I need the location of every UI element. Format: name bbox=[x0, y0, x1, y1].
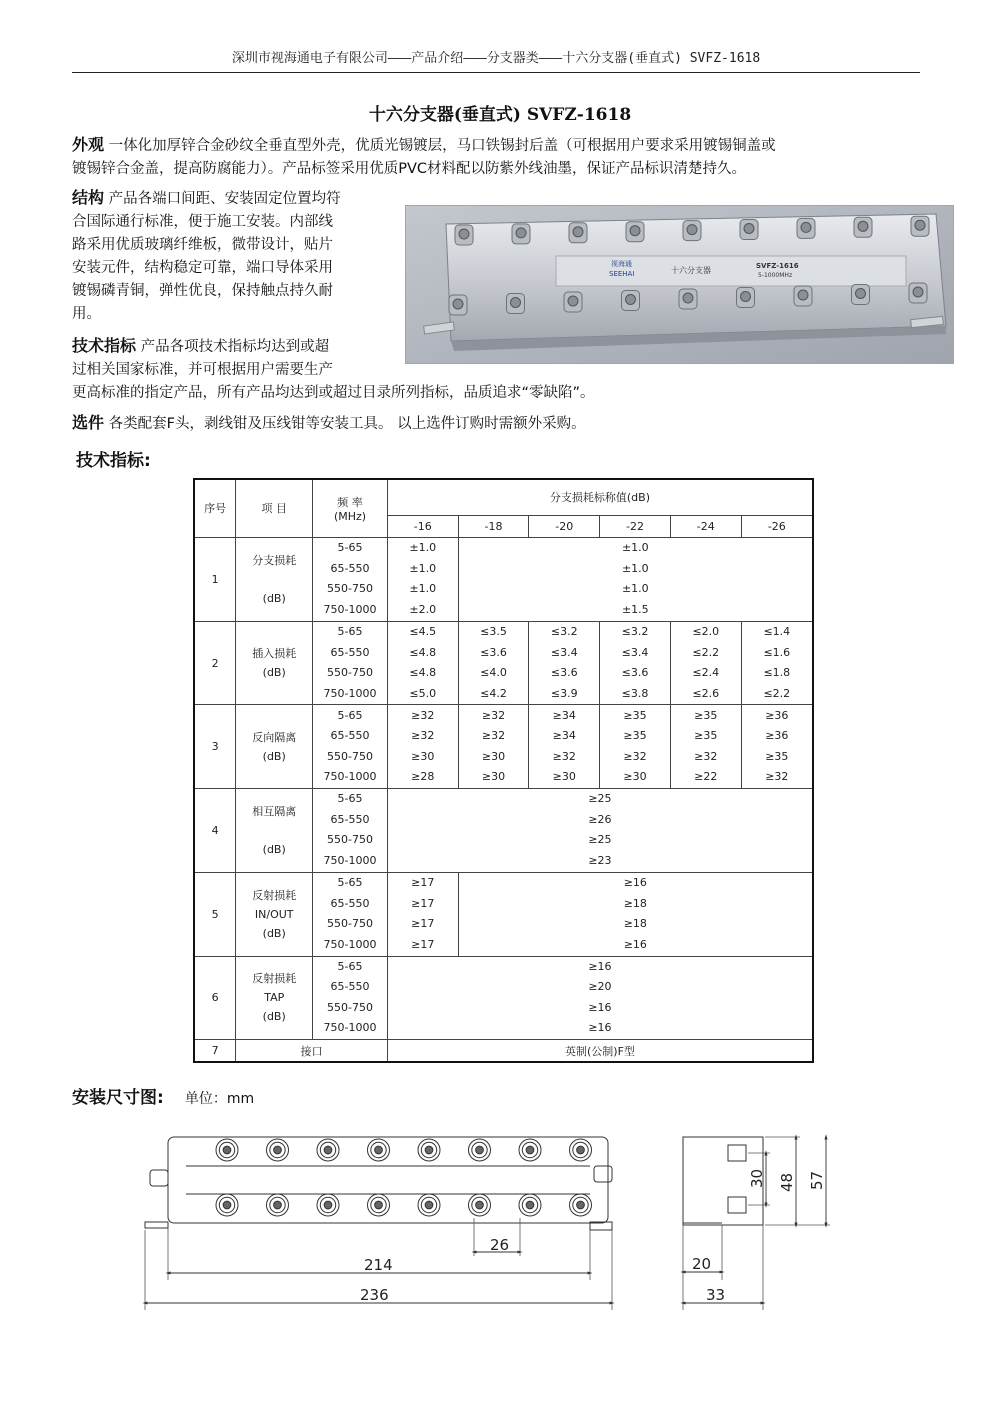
front-port-top bbox=[570, 1139, 592, 1161]
value: ≤4.2 bbox=[480, 686, 507, 700]
value-cell bbox=[458, 621, 529, 705]
freq-value: 65-550 bbox=[330, 645, 370, 659]
front-port-top bbox=[216, 1139, 238, 1161]
value: ≤3.9 bbox=[550, 686, 578, 700]
value-cell bbox=[387, 872, 458, 956]
drawing-title: 安装尺寸图: bbox=[72, 1088, 164, 1108]
value: ≥32 bbox=[481, 729, 506, 743]
value: ≥18 bbox=[623, 896, 647, 910]
structure-text-1: 产品各端口间距、安装固定位置均符 bbox=[108, 191, 341, 207]
value: ≥18 bbox=[623, 917, 647, 931]
freq-value: 65-550 bbox=[330, 561, 370, 575]
value: ≤4.0 bbox=[480, 666, 507, 680]
spec-heading: 技术指标: bbox=[76, 451, 151, 471]
value: ≥17 bbox=[411, 876, 435, 890]
photo-model: SVFZ-1616 bbox=[756, 262, 799, 270]
value: ≥16 bbox=[623, 937, 647, 951]
dim-port-span: 30 bbox=[748, 1168, 766, 1188]
value: ±1.0 bbox=[409, 561, 437, 575]
value: ≤2.4 bbox=[692, 666, 720, 680]
row-number: 7 bbox=[194, 1040, 236, 1062]
value-cell bbox=[387, 621, 458, 705]
value: ≤3.6 bbox=[621, 666, 649, 680]
freq-value: 5-65 bbox=[337, 541, 363, 555]
value: ≥32 bbox=[552, 749, 576, 763]
front-port-bottom bbox=[570, 1194, 592, 1216]
value: ≥30 bbox=[623, 770, 647, 784]
value: ≤5.0 bbox=[409, 686, 437, 700]
dim-side-total: 33 bbox=[706, 1286, 726, 1304]
photo-port-bottom bbox=[909, 283, 927, 303]
freq-value: 65-550 bbox=[330, 896, 370, 910]
row-number: 1 bbox=[194, 537, 236, 621]
row-item-sub: TAP bbox=[264, 991, 285, 1005]
photo-product-name: 十六分支器 bbox=[671, 266, 711, 275]
dim-body-height: 48 bbox=[778, 1172, 796, 1192]
value: ±1.0 bbox=[621, 582, 649, 596]
col-freq-line1: 频 率 bbox=[337, 495, 363, 509]
freq-value: 750-1000 bbox=[323, 770, 377, 784]
value: ≤3.6 bbox=[480, 645, 507, 659]
value-cell bbox=[670, 705, 741, 789]
row-item-unit: (dB) bbox=[262, 749, 286, 763]
freq-value: 5-65 bbox=[337, 792, 363, 806]
freq-value: 65-550 bbox=[330, 980, 370, 994]
value: ≥22 bbox=[694, 770, 718, 784]
appearance-text-1: 一体化加厚锌合金砂纹全垂直型外壳，优质光锡镀层，马口铁锡封后盖（可根据用户要求采用镀锡铜盖或 bbox=[108, 138, 776, 154]
row-item: 接口 bbox=[236, 1040, 388, 1062]
table-row bbox=[194, 872, 813, 956]
value: ≥36 bbox=[765, 708, 789, 722]
value: ≤2.6 bbox=[692, 686, 720, 700]
row-item bbox=[236, 537, 313, 621]
freq-cell bbox=[313, 872, 388, 956]
freq-value: 550-750 bbox=[327, 917, 373, 931]
photo-port-top bbox=[797, 218, 815, 238]
value: ≥30 bbox=[481, 749, 506, 763]
row-item-sub bbox=[236, 570, 312, 589]
row-number: 4 bbox=[194, 789, 236, 873]
value-cell-merged bbox=[387, 789, 813, 873]
row-item-unit: (dB) bbox=[262, 1010, 286, 1024]
row-item-unit: (dB) bbox=[262, 842, 286, 856]
freq-value: 550-750 bbox=[327, 582, 373, 596]
photo-port-bottom bbox=[794, 286, 812, 306]
value: ≥32 bbox=[411, 708, 435, 722]
value: ±1.0 bbox=[621, 541, 649, 555]
table-row bbox=[194, 956, 813, 1040]
value: ≤2.2 bbox=[692, 645, 720, 659]
value: ≤4.5 bbox=[409, 625, 437, 639]
photo-band: 5-1000MHz bbox=[758, 272, 793, 279]
value: ≥30 bbox=[552, 770, 576, 784]
front-left-tab bbox=[150, 1170, 168, 1186]
row-item-name: 反向隔离 bbox=[252, 730, 297, 744]
value: ≤3.4 bbox=[621, 645, 649, 659]
photo-port-bottom bbox=[449, 295, 467, 315]
tap-header: -16 bbox=[387, 515, 458, 537]
freq-cell bbox=[313, 621, 388, 705]
row-item-name: 反射损耗 bbox=[252, 888, 297, 902]
value-cell-merged bbox=[387, 956, 813, 1040]
value: ≥32 bbox=[765, 770, 789, 784]
value: ≥32 bbox=[481, 708, 506, 722]
value: ≥34 bbox=[552, 708, 576, 722]
row-number: 6 bbox=[194, 956, 236, 1040]
row-item-unit: (dB) bbox=[262, 591, 286, 605]
freq-value: 550-750 bbox=[327, 666, 373, 680]
value: ≥32 bbox=[623, 749, 647, 763]
structure-text-4: 安装元件，结构稳定可靠，端口导体采用 bbox=[72, 260, 333, 276]
value: ≥25 bbox=[588, 792, 612, 806]
col-group-header: 分支损耗标称值(dB) bbox=[387, 479, 813, 515]
value: ≤4.8 bbox=[409, 645, 437, 659]
front-port-bottom bbox=[317, 1194, 339, 1216]
photo-port-top bbox=[455, 225, 473, 245]
freq-value: 750-1000 bbox=[323, 937, 377, 951]
table-row bbox=[194, 537, 813, 621]
value: ≥36 bbox=[765, 729, 789, 743]
freq-value: 550-750 bbox=[327, 833, 373, 847]
value: ≥17 bbox=[411, 896, 435, 910]
value-cell bbox=[387, 537, 458, 621]
tap-header: -26 bbox=[741, 515, 813, 537]
appearance-text-2: 镀锡锌合金盖，提高防腐能力）。产品标签采用优质PVC材料配以防紫外线油墨，保证产品标识清楚持久。 bbox=[72, 161, 747, 177]
tech-label: 技术指标 bbox=[72, 336, 137, 355]
row-number: 3 bbox=[194, 705, 236, 789]
dim-side-inner: 20 bbox=[692, 1255, 712, 1273]
tech-text-2: 过相关国家标准，并可根据用户需要生产 bbox=[72, 362, 333, 378]
front-port-top bbox=[267, 1139, 289, 1161]
value: ≥20 bbox=[588, 980, 612, 994]
options-label: 选件 bbox=[72, 413, 105, 432]
photo-port-top bbox=[740, 220, 758, 240]
dim-inner-length: 214 bbox=[364, 1256, 393, 1274]
photo-port-top bbox=[626, 222, 644, 242]
structure-text-3: 路采用优质玻璃纤维板，微带设计，贴片 bbox=[72, 237, 333, 253]
dim-total-height: 57 bbox=[808, 1170, 826, 1190]
value: ≤4.8 bbox=[409, 666, 437, 680]
dim-total-length: 236 bbox=[360, 1286, 389, 1304]
value: ≥30 bbox=[481, 770, 506, 784]
header-rule bbox=[72, 72, 920, 73]
appearance-section bbox=[72, 133, 942, 181]
value: ≥35 bbox=[623, 708, 647, 722]
dim-pitch: 26 bbox=[490, 1236, 510, 1254]
structure-label: 结构 bbox=[72, 188, 105, 207]
value: ≥16 bbox=[588, 1000, 612, 1014]
value-cell bbox=[741, 705, 813, 789]
front-port-top bbox=[469, 1139, 491, 1161]
row-item bbox=[236, 789, 313, 873]
spec-table bbox=[193, 478, 814, 1063]
row-item bbox=[236, 956, 313, 1040]
structure-text-6: 用。 bbox=[72, 306, 101, 322]
value: ≤2.0 bbox=[692, 625, 720, 639]
structure-text-2: 合国际通行标准，便于施工安装。内部线 bbox=[72, 214, 333, 230]
value: ≥30 bbox=[411, 749, 435, 763]
tech-text-3: 更高标准的指定产品，所有产品均达到或超过目录所列指标，品质追求“零缺陷”。 bbox=[72, 385, 595, 401]
freq-value: 750-1000 bbox=[323, 1021, 377, 1035]
side-port-bottom bbox=[728, 1197, 746, 1213]
value: ≥17 bbox=[411, 917, 435, 931]
value: ≥35 bbox=[623, 729, 647, 743]
photo-brand-en: SEEHAI bbox=[609, 270, 635, 278]
row-item-name: 分支损耗 bbox=[252, 553, 297, 567]
value: ±1.5 bbox=[621, 602, 649, 616]
product-photo bbox=[405, 205, 954, 364]
row-item-sub: IN/OUT bbox=[254, 907, 294, 921]
freq-value: 550-750 bbox=[327, 749, 373, 763]
front-port-bottom bbox=[368, 1194, 390, 1216]
value: ±1.0 bbox=[409, 582, 437, 596]
value: ≥16 bbox=[588, 1021, 612, 1035]
value: ≤3.4 bbox=[550, 645, 578, 659]
row-item-name: 插入损耗 bbox=[252, 647, 297, 661]
value-cell-merged bbox=[458, 537, 813, 621]
row-item bbox=[236, 872, 313, 956]
value: ≥25 bbox=[588, 833, 612, 847]
tap-header: -20 bbox=[529, 515, 600, 537]
photo-port-bottom bbox=[564, 292, 582, 312]
value: ≤3.5 bbox=[480, 625, 507, 639]
photo-port-top bbox=[512, 224, 530, 244]
photo-port-bottom bbox=[679, 289, 697, 309]
value-cell bbox=[670, 621, 741, 705]
freq-value: 750-1000 bbox=[323, 602, 377, 616]
tap-header: -24 bbox=[670, 515, 741, 537]
freq-value: 5-65 bbox=[337, 708, 363, 722]
value: ≤3.2 bbox=[550, 625, 578, 639]
freq-value: 65-550 bbox=[330, 812, 370, 826]
structure-text-5: 镀锡磷青铜，弹性优良，保持触点持久耐 bbox=[72, 283, 333, 299]
col-freq-header bbox=[313, 479, 388, 537]
value: ±2.0 bbox=[409, 602, 437, 616]
options-section bbox=[72, 411, 952, 436]
page-title: 十六分支器(垂直式) SVFZ-1618 bbox=[368, 105, 632, 125]
value-cell-merged: 英制(公制)F型 bbox=[387, 1040, 813, 1062]
row-item bbox=[236, 705, 313, 789]
product-photo-art bbox=[406, 206, 953, 363]
photo-port-bottom bbox=[737, 288, 755, 308]
table-row bbox=[194, 705, 813, 789]
value-cell bbox=[529, 621, 600, 705]
front-port-bottom bbox=[519, 1194, 541, 1216]
dimension-drawing bbox=[0, 1120, 1000, 1320]
freq-value: 65-550 bbox=[330, 729, 370, 743]
value: ≥35 bbox=[694, 708, 718, 722]
table-header-row bbox=[194, 479, 813, 515]
front-port-bottom bbox=[267, 1194, 289, 1216]
value: ≤1.4 bbox=[763, 625, 791, 639]
row-number: 5 bbox=[194, 872, 236, 956]
freq-cell bbox=[313, 789, 388, 873]
photo-port-top bbox=[569, 223, 587, 243]
value-cell bbox=[600, 705, 671, 789]
value-cell bbox=[458, 705, 529, 789]
tap-header: -18 bbox=[458, 515, 529, 537]
value: ≥16 bbox=[623, 876, 647, 890]
photo-port-top bbox=[683, 221, 701, 241]
appearance-label: 外观 bbox=[72, 135, 105, 154]
row-item-name: 反射损耗 bbox=[252, 972, 297, 986]
row-item-name: 相互隔离 bbox=[252, 804, 297, 818]
photo-port-bottom bbox=[852, 285, 870, 305]
drawing-heading bbox=[72, 1083, 254, 1108]
row-item bbox=[236, 621, 313, 705]
page-header: 深圳市视海通电子有限公司———产品介绍———分支器类———十六分支器(垂直式) SVFZ-1618 bbox=[231, 51, 761, 66]
value-cell-merged bbox=[458, 872, 813, 956]
freq-cell bbox=[313, 537, 388, 621]
front-port-bottom bbox=[216, 1194, 238, 1216]
value: ≥35 bbox=[765, 749, 789, 763]
front-port-bottom bbox=[469, 1194, 491, 1216]
front-right-tab bbox=[594, 1166, 612, 1182]
photo-port-top bbox=[911, 216, 929, 236]
col-seq-header: 序号 bbox=[194, 479, 236, 537]
photo-port-bottom bbox=[507, 294, 525, 314]
freq-value: 5-65 bbox=[337, 876, 363, 890]
value-cell bbox=[741, 621, 813, 705]
value: ≤3.8 bbox=[621, 686, 649, 700]
value: ≥17 bbox=[411, 937, 435, 951]
photo-port-bottom bbox=[622, 291, 640, 311]
freq-value: 5-65 bbox=[337, 959, 363, 973]
row-item-unit: (dB) bbox=[262, 926, 286, 940]
tech-text-1: 产品各项技术指标均达到或超 bbox=[140, 339, 330, 355]
table-row bbox=[194, 621, 813, 705]
drawing-unit: 单位：mm bbox=[184, 1091, 255, 1107]
value-cell bbox=[600, 621, 671, 705]
freq-value: 750-1000 bbox=[323, 686, 377, 700]
freq-cell bbox=[313, 956, 388, 1040]
front-port-top bbox=[368, 1139, 390, 1161]
value: ≥28 bbox=[411, 770, 435, 784]
side-port-top bbox=[728, 1145, 746, 1161]
table-row bbox=[194, 1040, 813, 1062]
value: ≥35 bbox=[694, 729, 718, 743]
value: ≥26 bbox=[588, 812, 612, 826]
value: ≤2.2 bbox=[763, 686, 791, 700]
photo-port-top bbox=[854, 217, 872, 237]
value: ≥23 bbox=[588, 853, 612, 867]
value: ±1.0 bbox=[621, 561, 649, 575]
col-item-header: 项 目 bbox=[236, 479, 313, 537]
freq-value: 750-1000 bbox=[323, 853, 377, 867]
value: ≤3.6 bbox=[550, 666, 578, 680]
structure-section bbox=[72, 186, 397, 326]
freq-value: 5-65 bbox=[337, 625, 363, 639]
value: ≥32 bbox=[411, 729, 435, 743]
value: ≥34 bbox=[552, 729, 576, 743]
tap-header: -22 bbox=[600, 515, 671, 537]
row-item-unit: (dB) bbox=[262, 666, 286, 680]
row-number: 2 bbox=[194, 621, 236, 705]
front-port-bottom bbox=[418, 1194, 440, 1216]
value: ≥32 bbox=[694, 749, 718, 763]
front-port-top bbox=[418, 1139, 440, 1161]
photo-brand-cn: 视海通 bbox=[611, 260, 632, 268]
value: ≤3.2 bbox=[621, 625, 649, 639]
value: ≥16 bbox=[588, 959, 612, 973]
table-row bbox=[194, 789, 813, 873]
col-freq-line2: (MHz) bbox=[333, 509, 367, 523]
front-port-top bbox=[317, 1139, 339, 1161]
value-cell bbox=[529, 705, 600, 789]
options-text: 各类配套F头，剥线钳及压线钳等安装工具。 以上选件订购时需额外采购。 bbox=[108, 416, 586, 432]
value: ±1.0 bbox=[409, 541, 437, 555]
freq-value: 550-750 bbox=[327, 1000, 373, 1014]
value: ≤1.8 bbox=[763, 666, 791, 680]
freq-cell bbox=[313, 705, 388, 789]
front-view-ports bbox=[216, 1139, 592, 1216]
front-port-top bbox=[519, 1139, 541, 1161]
value: ≤1.6 bbox=[763, 645, 791, 659]
value-cell bbox=[387, 705, 458, 789]
